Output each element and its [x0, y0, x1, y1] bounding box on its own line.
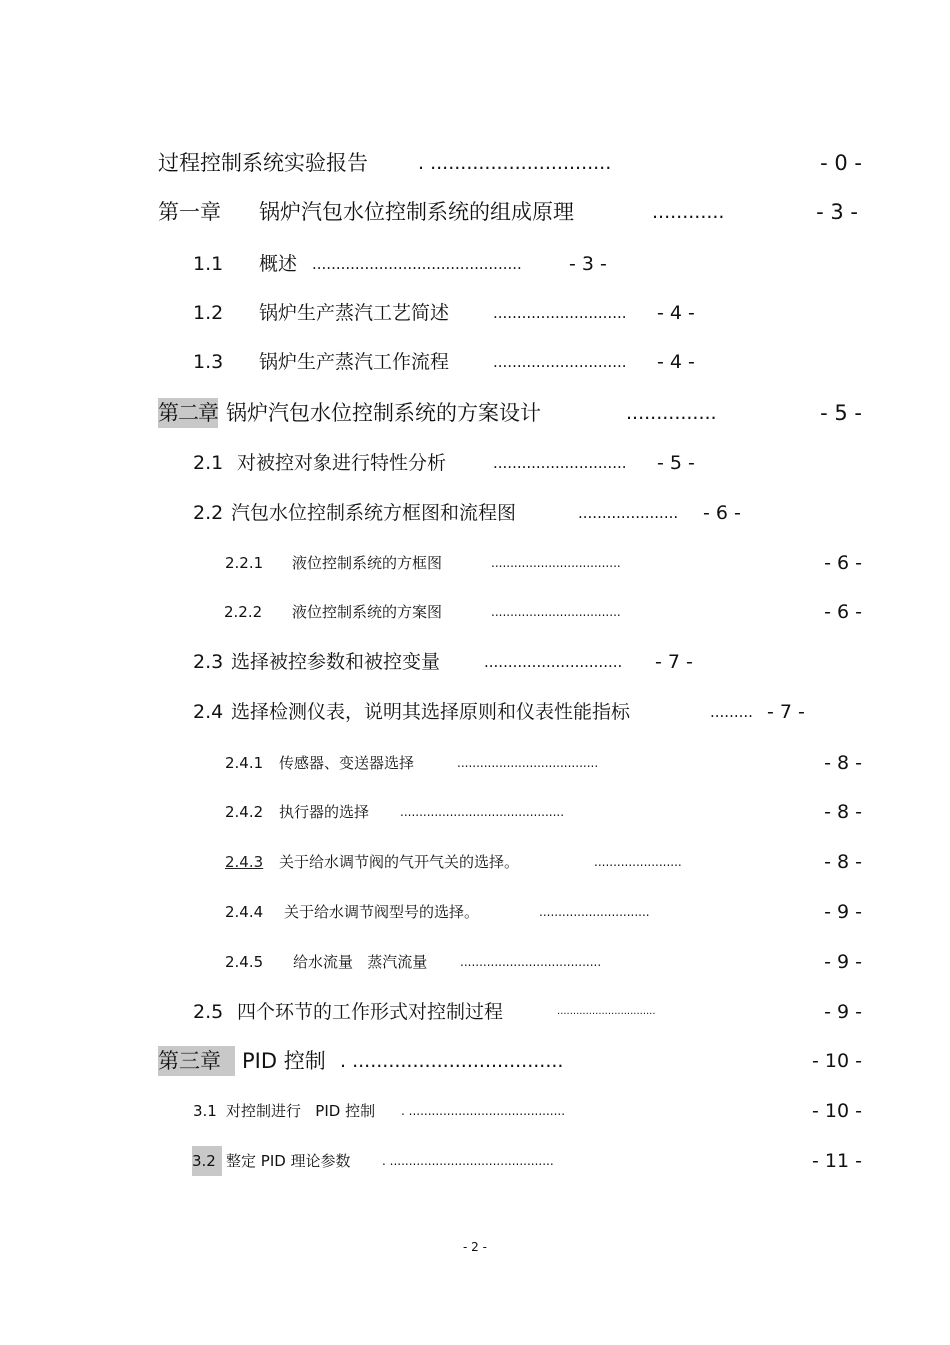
- toc-page-number: - 5 -: [820, 401, 862, 425]
- toc-dots: ...............: [626, 402, 717, 424]
- toc-entry-2-4-1[interactable]: [0, 748, 950, 778]
- toc-label: PID 控制: [242, 1049, 326, 1073]
- toc-dots: ..................................: [491, 605, 621, 619]
- toc-page-number: - 0 -: [820, 151, 862, 175]
- toc-label: 整定 PID 理论参数: [226, 1152, 351, 1170]
- toc-entry-2-2-1[interactable]: [0, 548, 950, 578]
- toc-entry-1-3[interactable]: [0, 347, 950, 377]
- toc-number: 2.4: [193, 701, 224, 723]
- toc-entry-2-5[interactable]: [0, 997, 950, 1027]
- toc-label: 四个环节的工作形式对控制过程: [237, 1001, 504, 1023]
- toc-dots: ...............................: [557, 1006, 656, 1017]
- toc-page-number: - 8 -: [824, 801, 862, 823]
- toc-label: 给水流量 蒸汽流量: [293, 953, 428, 971]
- toc-entry-2-4-4[interactable]: [0, 897, 950, 927]
- toc-page-number: - 3 -: [569, 253, 607, 275]
- toc-number: 2.2.2: [224, 603, 263, 621]
- toc-dots: ............................: [493, 353, 627, 371]
- toc-label: 对控制进行 PID 控制: [226, 1102, 376, 1120]
- toc-number: 3.1: [193, 1102, 217, 1120]
- toc-number: 2.4.1: [225, 754, 264, 772]
- toc-dots: ............................................: [312, 255, 522, 273]
- toc-page-number: - 3 -: [816, 200, 858, 224]
- toc-entry-3-2[interactable]: [0, 1146, 950, 1176]
- toc-label: 锅炉生产蒸汽工作流程: [259, 351, 450, 373]
- toc-entry-chapter-1[interactable]: [0, 197, 950, 227]
- toc-page-number: - 8 -: [824, 851, 862, 873]
- toc-dots: . ..............................: [418, 152, 612, 174]
- toc-label: 锅炉生产蒸汽工艺简述: [259, 302, 450, 324]
- toc-page-number: - 8 -: [824, 752, 862, 774]
- toc-label: 选择检测仪表，说明其选择原则和仪表性能指标: [231, 701, 631, 723]
- toc-label: 汽包水位控制系统方框图和流程图: [231, 502, 517, 524]
- toc-entry-2-4-2[interactable]: [0, 797, 950, 827]
- toc-label: 概述: [259, 253, 298, 275]
- toc-page-number: - 9 -: [824, 951, 862, 973]
- toc-page-number: - 4 -: [657, 351, 695, 373]
- toc-dots: . .........................................: [401, 1104, 566, 1118]
- toc-label: 液位控制系统的方案图: [292, 603, 443, 621]
- toc-dots: .........: [710, 703, 753, 721]
- toc-dots: ............................: [493, 304, 627, 322]
- toc-number: 2.4.5: [225, 953, 264, 971]
- toc-dots: . ...................................: [340, 1050, 564, 1072]
- toc-number-link[interactable]: 2.4.3: [225, 853, 264, 871]
- toc-label: 选择被控参数和被控变量: [231, 651, 441, 673]
- toc-label: 执行器的选择: [279, 803, 370, 821]
- toc-entry-1-1[interactable]: [0, 249, 950, 279]
- toc-label: 关于给水调节阀的气开气关的选择。: [279, 853, 520, 871]
- toc-label: 锅炉汽包水位控制系统的方案设计: [226, 401, 541, 425]
- toc-entry-chapter-3[interactable]: [0, 1046, 950, 1076]
- toc-dots: .....................: [578, 504, 679, 522]
- toc-entry-2-2-2[interactable]: [0, 597, 950, 627]
- toc-entry-2-2[interactable]: [0, 498, 950, 528]
- toc-number: 第二章: [158, 398, 218, 428]
- toc-label: 锅炉汽包水位控制系统的组成原理: [259, 200, 574, 224]
- page-footer-number: - 2 -: [463, 1240, 487, 1254]
- toc-dots: .....................................: [460, 955, 602, 969]
- toc-number: 第三章: [158, 1046, 235, 1076]
- toc-page-number: - 4 -: [657, 302, 695, 324]
- toc-number: 2.2: [193, 502, 224, 524]
- toc-entry-chapter-2[interactable]: [0, 398, 950, 428]
- toc-page-number: - 7 -: [655, 651, 693, 673]
- toc-page-number: - 10 -: [812, 1100, 862, 1122]
- toc-label: 液位控制系统的方框图: [292, 554, 443, 572]
- toc-page-number: - 7 -: [767, 701, 805, 723]
- toc-number: 第一章: [158, 200, 221, 224]
- toc-dots: . ...........................................: [382, 1154, 554, 1168]
- toc-label: 对被控对象进行特性分析: [237, 452, 447, 474]
- toc-page-number: - 6 -: [824, 601, 862, 623]
- toc-entry-2-4-3[interactable]: [0, 847, 950, 877]
- toc-number: 1.1: [193, 253, 224, 275]
- toc-page-number: - 10 -: [812, 1050, 862, 1072]
- toc-page-number: - 6 -: [824, 552, 862, 574]
- toc-number: 2.1: [193, 452, 224, 474]
- toc-page-number: - 6 -: [703, 502, 741, 524]
- toc-number: 1.3: [193, 351, 224, 373]
- toc-label: 关于给水调节阀型号的选择。: [284, 903, 480, 921]
- toc-dots: .............................: [484, 653, 623, 671]
- toc-dots: ............................: [493, 454, 627, 472]
- toc-label: 过程控制系统实验报告: [158, 151, 368, 175]
- toc-page-number: - 5 -: [657, 452, 695, 474]
- toc-dots: ...........................................: [400, 805, 565, 819]
- toc-entry-2-4-5[interactable]: [0, 947, 950, 977]
- toc-number: 2.4.4: [225, 903, 264, 921]
- toc-number: 2.2.1: [225, 554, 264, 572]
- toc-number: 2.4.2: [225, 803, 264, 821]
- toc-dots: .....................................: [457, 756, 599, 770]
- toc-dots: ............: [652, 201, 725, 223]
- toc-entry-2-1[interactable]: [0, 448, 950, 478]
- toc-page-number: - 9 -: [824, 1001, 862, 1023]
- toc-page-number: - 11 -: [812, 1150, 862, 1172]
- toc-number: 2.3: [193, 651, 224, 673]
- toc-entry-1-2[interactable]: [0, 298, 950, 328]
- toc-dots: .............................: [539, 905, 650, 919]
- toc-page-number: - 9 -: [824, 901, 862, 923]
- toc-number: 2.5: [193, 1001, 224, 1023]
- toc-number: 1.2: [193, 302, 224, 324]
- toc-dots: ..................................: [491, 556, 621, 570]
- toc-number: 3.2: [192, 1146, 222, 1176]
- toc-dots: .......................: [594, 855, 682, 869]
- toc-entry-report-title[interactable]: [0, 148, 950, 178]
- toc-entry-2-3[interactable]: [0, 647, 950, 677]
- toc-entry-3-1[interactable]: [0, 1096, 950, 1126]
- toc-entry-2-4[interactable]: [0, 697, 950, 727]
- toc-label: 传感器、变送器选择: [279, 754, 415, 772]
